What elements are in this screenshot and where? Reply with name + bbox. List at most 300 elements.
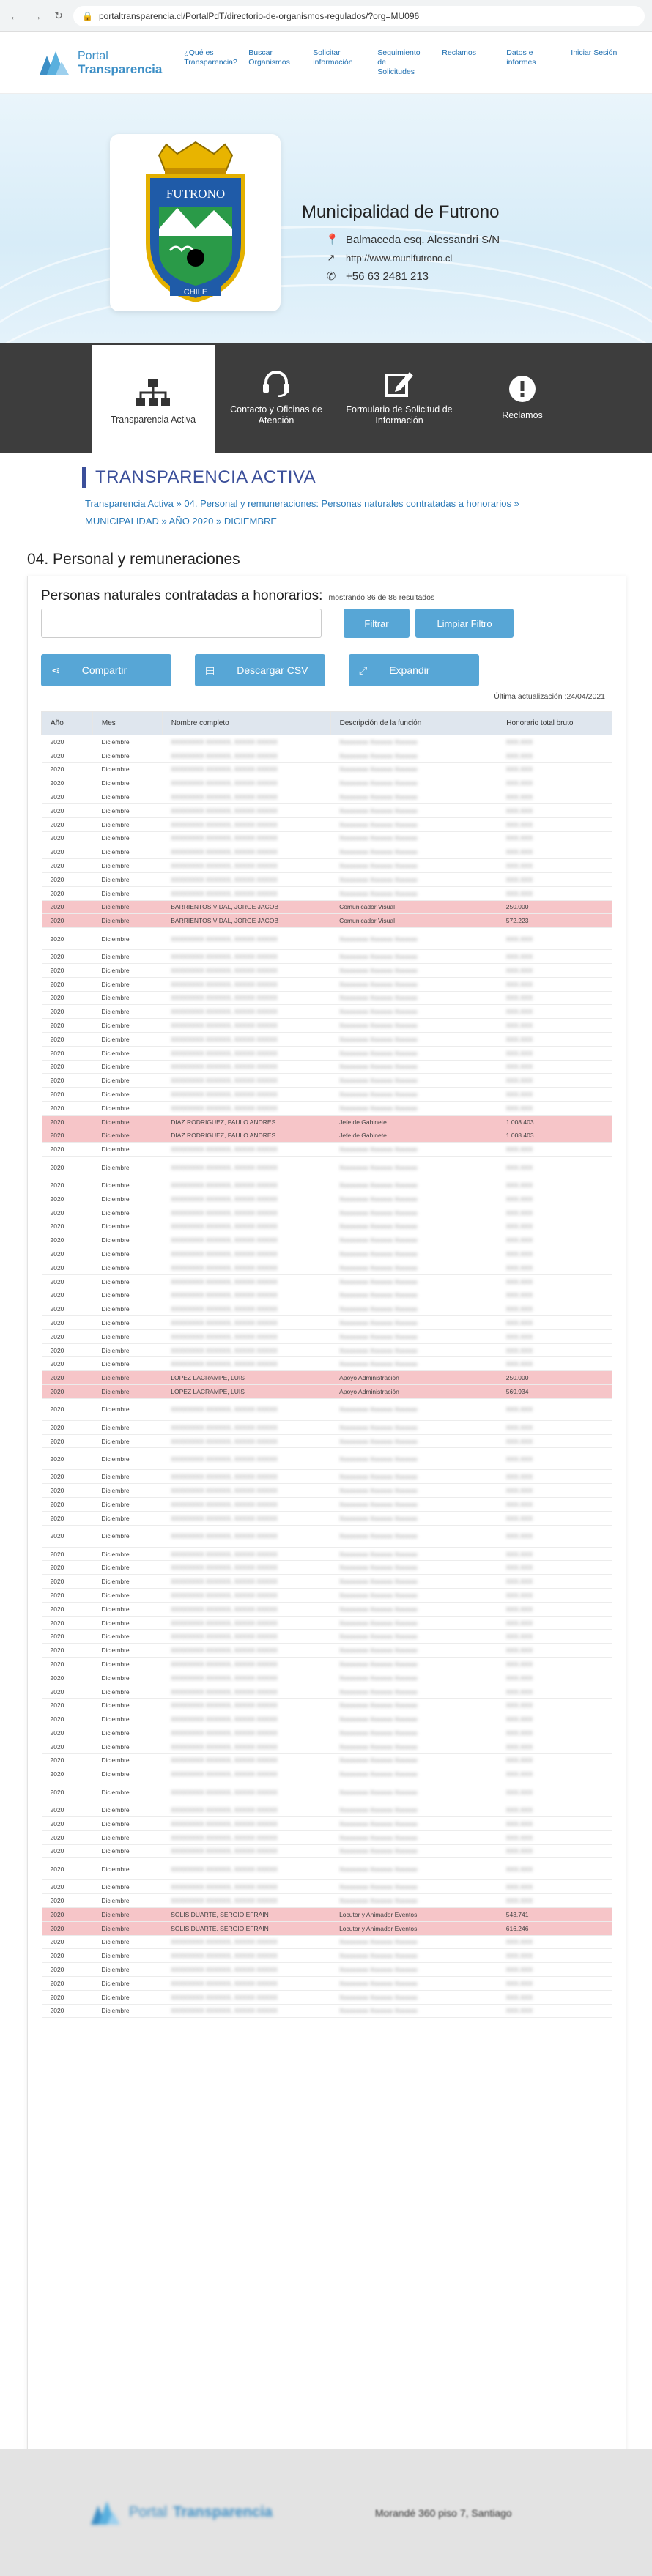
column-header[interactable]: Nombre completo (162, 712, 330, 735)
table-cell: Diciembre (92, 735, 162, 749)
redacted-text: Xxxxxxxxx Xxxxxxx Xxxxxxx (339, 1291, 418, 1299)
redacted-text: XXXXXXXX XXXXXX, XXXXX XXXXX (171, 1091, 278, 1099)
tab-contacto[interactable] (215, 343, 338, 453)
redacted-text: XXX.XXX (505, 1833, 533, 1841)
redacted-text: XXXXXXXX XXXXXX, XXXXX XXXXX (171, 1487, 278, 1495)
nav-link[interactable]: Datos e informes (506, 48, 536, 67)
table-row (42, 1398, 612, 1420)
table-cell: 569.934 (497, 1385, 612, 1399)
table-cell: Diciembre (92, 1753, 162, 1767)
table-cell (330, 1074, 497, 1088)
redacted-text: XXXXXXXX XXXXXX, XXXXX XXXXX (171, 1729, 278, 1737)
table-cell (497, 1844, 612, 1858)
tab-label: Reclamos (502, 409, 543, 420)
redacted-text: Xxxxxxxxx Xxxxxxx Xxxxxxx (339, 1952, 418, 1960)
redacted-text: XXXXXXXX XXXXXX, XXXXX XXXXX (171, 738, 278, 746)
result-count: mostrando 86 de 86 resultados (328, 593, 435, 602)
table-row (42, 1220, 612, 1233)
table-cell: Diciembre (92, 1767, 162, 1781)
table-row (42, 1115, 612, 1129)
table-cell: 2020 (42, 1644, 93, 1658)
location-pin-icon: 📍 (325, 234, 339, 246)
redacted-text: Xxxxxxxxx Xxxxxxx Xxxxxxx (339, 1770, 418, 1778)
table-cell (162, 1157, 330, 1178)
table-row (42, 1385, 612, 1399)
table-cell (330, 1844, 497, 1858)
table-cell: 2020 (42, 1767, 93, 1781)
table-cell: Diciembre (92, 1316, 162, 1330)
table-cell (162, 1644, 330, 1658)
redacted-text: Xxxxxxxxx Xxxxxxx Xxxxxxx (339, 1660, 418, 1668)
table-cell (162, 1357, 330, 1371)
table-cell (162, 2004, 330, 2018)
table-cell (497, 1434, 612, 1448)
table-row (42, 1844, 612, 1858)
crumb-2[interactable]: 04. Personal y remuneraciones: Personas naturales contratadas a honorarios (184, 498, 511, 509)
table-cell (497, 1288, 612, 1302)
table-cell: 2020 (42, 803, 93, 817)
table-cell (162, 1658, 330, 1671)
crumb-5[interactable]: DICIEMBRE (223, 516, 278, 527)
table-cell: 2020 (42, 1192, 93, 1206)
redacted-text: XXX.XXX (505, 1049, 533, 1057)
table-cell (497, 1498, 612, 1512)
redacted-text: Xxxxxxxxx Xxxxxxx Xxxxxxx (339, 1008, 418, 1016)
redacted-text: XXX.XXX (505, 1360, 533, 1368)
table-cell: Diciembre (92, 1302, 162, 1316)
table-cell (497, 963, 612, 977)
table-row (42, 1434, 612, 1448)
table-cell: BARRIENTOS VIDAL, JORGE JACOB (162, 900, 330, 914)
redacted-text: Xxxxxxxxx Xxxxxxx Xxxxxxx (339, 1195, 418, 1203)
redacted-text: Xxxxxxxxx Xxxxxxx Xxxxxxx (339, 1163, 418, 1171)
redacted-text: XXX.XXX (505, 1236, 533, 1244)
nav-link[interactable]: Buscar Organismos (248, 48, 290, 67)
table-cell (162, 790, 330, 804)
table-cell: Diciembre (92, 1894, 162, 1908)
download-csv-button[interactable]: ▤ Descargar CSV (195, 654, 325, 686)
footer-logo[interactable]: Portal Transparencia (88, 2498, 273, 2528)
table-cell: 2020 (42, 1261, 93, 1274)
redacted-text: XXXXXXXX XXXXXX, XXXXX XXXXX (171, 1437, 278, 1445)
redacted-text: Xxxxxxxxx Xxxxxxx Xxxxxxx (339, 1701, 418, 1710)
table-cell: 2020 (42, 1671, 93, 1685)
table-cell: SOLIS DUARTE, SERGIO EFRAIN (162, 1921, 330, 1935)
table-cell (330, 845, 497, 859)
table-row (42, 1602, 612, 1616)
table-cell: 2020 (42, 817, 93, 831)
table-cell: 2020 (42, 1921, 93, 1935)
forward-icon[interactable]: → (32, 10, 42, 22)
table-cell (330, 1498, 497, 1512)
table-cell (162, 886, 330, 900)
table-row (42, 1470, 612, 1484)
table-cell: Diciembre (92, 1329, 162, 1343)
table-cell (497, 776, 612, 790)
table-cell: Diciembre (92, 1288, 162, 1302)
redacted-text: XXX.XXX (505, 834, 533, 842)
table-cell: 2020 (42, 1803, 93, 1817)
redacted-text: XXX.XXX (505, 1500, 533, 1508)
table-cell (330, 1990, 497, 2004)
table-cell (497, 1699, 612, 1712)
redacted-text: XXX.XXX (505, 1209, 533, 1217)
panel-title: Personas naturales contratadas a honorarios: (41, 588, 323, 604)
redacted-text: XXXXXXXX XXXXXX, XXXXX XXXXX (171, 1318, 278, 1326)
table-cell: Diciembre (92, 928, 162, 950)
table-row (42, 1880, 612, 1894)
table-cell: 2020 (42, 1699, 93, 1712)
share-button[interactable]: ⋖ Compartir (41, 654, 171, 686)
table-cell (497, 1830, 612, 1844)
table-cell: 250.000 (497, 900, 612, 914)
table-cell (497, 1019, 612, 1033)
table-row (42, 790, 612, 804)
redacted-text: XXXXXXXX XXXXXX, XXXXX XXXXX (171, 1077, 278, 1085)
redacted-text: Xxxxxxxxx Xxxxxxx Xxxxxxx (339, 1236, 418, 1244)
table-cell: 2020 (42, 886, 93, 900)
table-cell (497, 803, 612, 817)
table-cell: 2020 (42, 1316, 93, 1330)
table-cell (330, 1233, 497, 1247)
redacted-text: XXX.XXX (505, 1091, 533, 1099)
table-row (42, 977, 612, 991)
table-cell: 2020 (42, 1753, 93, 1767)
redacted-text: XXX.XXX (505, 1729, 533, 1737)
redacted-text: XXXXXXXX XXXXXX, XXXXX XXXXX (171, 1770, 278, 1778)
clear-filter-button[interactable]: Limpiar Filtro (415, 609, 514, 638)
table-cell (162, 859, 330, 873)
table-cell: 2020 (42, 1781, 93, 1803)
table-row (42, 762, 612, 776)
last-updated: Última actualización :24/04/2021 (494, 692, 605, 701)
redacted-text: Xxxxxxxxx Xxxxxxx Xxxxxxx (339, 953, 418, 961)
table-cell: 2020 (42, 1143, 93, 1157)
table-cell: Diciembre (92, 1343, 162, 1357)
table-cell (330, 735, 497, 749)
nav-link[interactable]: Iniciar Sesión (571, 48, 618, 57)
redacted-text: XXX.XXX (505, 1104, 533, 1112)
results-table (41, 711, 612, 2018)
table-cell: 2020 (42, 1658, 93, 1671)
table-cell (162, 1143, 330, 1157)
table-cell: Diciembre (92, 1740, 162, 1753)
redacted-text: Xxxxxxxxx Xxxxxxx Xxxxxxx (339, 1647, 418, 1655)
redacted-text: Xxxxxxxxx Xxxxxxx Xxxxxxx (339, 1360, 418, 1368)
table-cell: 2020 (42, 1343, 93, 1357)
redacted-text: Xxxxxxxxx Xxxxxxx Xxxxxxx (339, 1332, 418, 1340)
table-cell (162, 1060, 330, 1074)
table-row (42, 1448, 612, 1470)
table-cell (330, 991, 497, 1005)
redacted-text: XXXXXXXX XXXXXX, XXXXX XXXXX (171, 848, 278, 856)
table-cell (162, 1088, 330, 1102)
table-cell: Diciembre (92, 762, 162, 776)
table-cell: 2020 (42, 1129, 93, 1143)
table-cell (497, 1074, 612, 1088)
redacted-text: XXX.XXX (505, 1619, 533, 1627)
reload-icon[interactable]: ↻ (54, 10, 63, 21)
table-cell (330, 1220, 497, 1233)
address-bar[interactable] (73, 6, 645, 26)
table-cell: Diciembre (92, 1575, 162, 1589)
redacted-text: Xxxxxxxxx Xxxxxxx Xxxxxxx (339, 1473, 418, 1481)
back-icon[interactable]: ← (10, 10, 20, 22)
crumb-3[interactable]: MUNICIPALIDAD (85, 516, 159, 527)
redacted-text: Xxxxxxxxx Xxxxxxx Xxxxxxx (339, 1938, 418, 1946)
filter-input[interactable] (41, 609, 322, 638)
table-cell: Diciembre (92, 1963, 162, 1977)
table-row (42, 1561, 612, 1575)
table-cell (162, 1602, 330, 1616)
table-cell: Diciembre (92, 1921, 162, 1935)
table-cell: Diciembre (92, 872, 162, 886)
column-header[interactable]: Mes (92, 712, 162, 735)
table-cell: 2020 (42, 1046, 93, 1060)
tab-label: Formulario de Solicitud de Información (346, 404, 453, 426)
table-cell: 2020 (42, 1420, 93, 1434)
table-cell: 2020 (42, 1963, 93, 1977)
table-cell (330, 1589, 497, 1603)
table-row (42, 1976, 612, 1990)
table-row (42, 845, 612, 859)
table-cell: 2020 (42, 977, 93, 991)
table-cell (330, 1781, 497, 1803)
redacted-text: XXX.XXX (505, 806, 533, 814)
table-cell (330, 1949, 497, 1963)
redacted-text: Xxxxxxxxx Xxxxxxx Xxxxxxx (339, 889, 418, 897)
table-row (42, 831, 612, 845)
table-cell: 2020 (42, 1032, 93, 1046)
table-cell (162, 1803, 330, 1817)
table-cell (330, 1434, 497, 1448)
table-cell (330, 1274, 497, 1288)
redacted-text: XXX.XXX (505, 1952, 533, 1960)
table-cell: BARRIENTOS VIDAL, JORGE JACOB (162, 914, 330, 928)
table-cell (497, 1192, 612, 1206)
redacted-text: XXXXXXXX XXXXXX, XXXXX XXXXX (171, 953, 278, 961)
table-row (42, 1949, 612, 1963)
table-cell (497, 762, 612, 776)
table-row (42, 1781, 612, 1803)
redacted-text: XXXXXXXX XXXXXX, XXXXX XXXXX (171, 1406, 278, 1414)
table-cell (330, 1858, 497, 1880)
table-cell: Diciembre (92, 1658, 162, 1671)
table-cell (162, 1288, 330, 1302)
table-cell (330, 1767, 497, 1781)
table-cell: Diciembre (92, 859, 162, 873)
nav-link[interactable]: Reclamos (442, 48, 476, 57)
table-row (42, 1616, 612, 1630)
redacted-text: XXX.XXX (505, 1437, 533, 1445)
redacted-text: XXXXXXXX XXXXXX, XXXXX XXXXX (171, 1455, 278, 1463)
table-cell (330, 1963, 497, 1977)
table-cell: 2020 (42, 1060, 93, 1074)
redacted-text: XXXXXXXX XXXXXX, XXXXX XXXXX (171, 1647, 278, 1655)
table-cell (497, 1753, 612, 1767)
nav-link[interactable]: ¿Qué es Transparencia? (184, 48, 237, 67)
table-cell: 2020 (42, 1484, 93, 1498)
redacted-text: Xxxxxxxxx Xxxxxxx Xxxxxxx (339, 1806, 418, 1814)
column-header[interactable]: Honorario total bruto (497, 712, 612, 735)
table-cell (497, 1247, 612, 1261)
redacted-text: XXX.XXX (505, 751, 533, 760)
tab-formulario[interactable] (338, 343, 461, 453)
redacted-text: XXXXXXXX XXXXXX, XXXXX XXXXX (171, 1742, 278, 1751)
table-cell: Diciembre (92, 1699, 162, 1712)
redacted-text: Xxxxxxxxx Xxxxxxx Xxxxxxx (339, 862, 418, 870)
site-logo[interactable] (37, 48, 162, 78)
table-cell (497, 1816, 612, 1830)
table-row (42, 1830, 612, 1844)
table-cell (330, 749, 497, 762)
institution-banner (0, 94, 652, 343)
redacted-text: Xxxxxxxxx Xxxxxxx Xxxxxxx (339, 1437, 418, 1445)
table-cell: 2020 (42, 1740, 93, 1753)
column-header[interactable]: Descripción de la función (330, 712, 497, 735)
logo-mark-icon (88, 2498, 123, 2528)
table-cell: 2020 (42, 1816, 93, 1830)
redacted-text: XXX.XXX (505, 1688, 533, 1696)
expand-button[interactable]: ⤢ Expandir (349, 654, 479, 686)
redacted-text: Xxxxxxxxx Xxxxxxx Xxxxxxx (339, 1250, 418, 1258)
redacted-text: Xxxxxxxxx Xxxxxxx Xxxxxxx (339, 966, 418, 974)
table-cell: 2020 (42, 872, 93, 886)
redacted-text: Xxxxxxxxx Xxxxxxx Xxxxxxx (339, 1966, 418, 1974)
table-cell (162, 1233, 330, 1247)
table-cell (330, 950, 497, 964)
table-row (42, 803, 612, 817)
table-cell: 2020 (42, 1247, 93, 1261)
column-header[interactable]: Año (42, 712, 93, 735)
redacted-text: XXX.XXX (505, 1788, 533, 1796)
redacted-text: XXXXXXXX XXXXXX, XXXXX XXXXX (171, 2007, 278, 2015)
table-cell (162, 1753, 330, 1767)
table-cell (497, 1740, 612, 1753)
redacted-text: XXXXXXXX XXXXXX, XXXXX XXXXX (171, 1209, 278, 1217)
table-cell (162, 1470, 330, 1484)
table-cell: 2020 (42, 950, 93, 964)
browser-toolbar (0, 0, 652, 32)
table-cell (497, 1685, 612, 1699)
table-cell (162, 1858, 330, 1880)
table-cell: Diciembre (92, 1858, 162, 1880)
table-cell (497, 1088, 612, 1102)
table-cell: 2020 (42, 1525, 93, 1547)
crumb-1[interactable]: Transparencia Activa (85, 498, 174, 509)
redacted-text: Xxxxxxxxx Xxxxxxx Xxxxxxx (339, 1063, 418, 1071)
table-cell (497, 1990, 612, 2004)
table-cell (497, 1206, 612, 1220)
redacted-text: Xxxxxxxxx Xxxxxxx Xxxxxxx (339, 1633, 418, 1641)
table-row (42, 1921, 612, 1935)
table-cell (497, 1032, 612, 1046)
redacted-text: XXXXXXXX XXXXXX, XXXXX XXXXX (171, 1332, 278, 1340)
tab-reclamos[interactable] (461, 343, 584, 453)
table-cell (497, 1547, 612, 1561)
crumb-4[interactable]: AÑO 2020 (168, 516, 214, 527)
tab-label: Contacto y Oficinas de Atención (230, 404, 322, 426)
table-cell (497, 1935, 612, 1949)
table-cell (497, 1803, 612, 1817)
table-cell: 2020 (42, 790, 93, 804)
table-cell: Diciembre (92, 1726, 162, 1740)
table-cell (497, 950, 612, 964)
table-cell (497, 1630, 612, 1644)
table-cell: Diciembre (92, 1157, 162, 1178)
table-cell: Diciembre (92, 1220, 162, 1233)
table-cell (497, 1302, 612, 1316)
table-cell: Diciembre (92, 749, 162, 762)
document-icon: ▤ (205, 664, 215, 676)
table-cell: 2020 (42, 1858, 93, 1880)
redacted-text: XXXXXXXX XXXXXX, XXXXX XXXXX (171, 1591, 278, 1599)
redacted-text: Xxxxxxxxx Xxxxxxx Xxxxxxx (339, 1091, 418, 1099)
table-cell: Diciembre (92, 845, 162, 859)
redacted-text: XXX.XXX (505, 1222, 533, 1231)
table-cell (497, 991, 612, 1005)
redacted-text: Xxxxxxxxx Xxxxxxx Xxxxxxx (339, 1423, 418, 1431)
table-cell (330, 1816, 497, 1830)
redacted-text: XXX.XXX (505, 1865, 533, 1873)
table-cell (330, 872, 497, 886)
table-cell (162, 1220, 330, 1233)
nav-link[interactable]: Seguimiento de Solicitudes (377, 48, 421, 76)
table-cell: 2020 (42, 1233, 93, 1247)
redacted-text: XXXXXXXX XXXXXX, XXXXX XXXXX (171, 1938, 278, 1946)
redacted-text: XXXXXXXX XXXXXX, XXXXX XXXXX (171, 1532, 278, 1540)
table-cell (162, 1498, 330, 1512)
table-cell (330, 1753, 497, 1767)
table-cell: Diciembre (92, 1589, 162, 1603)
logo-line1: Portal (78, 49, 108, 62)
table-cell (330, 803, 497, 817)
redacted-text: XXX.XXX (505, 1318, 533, 1326)
redacted-text: XXXXXXXX XXXXXX, XXXXX XXXXX (171, 1195, 278, 1203)
table-cell: Jefe de Gabinete (330, 1129, 497, 1143)
table-cell (162, 735, 330, 749)
institution-website[interactable]: http://www.munifutrono.cl (346, 252, 453, 264)
tab-transparencia-activa[interactable] (92, 343, 215, 460)
redacted-text: Xxxxxxxxx Xxxxxxx Xxxxxxx (339, 1077, 418, 1085)
table-cell (330, 1302, 497, 1316)
table-row (42, 1261, 612, 1274)
table-cell (162, 1484, 330, 1498)
table-cell: 2020 (42, 1935, 93, 1949)
table-cell (162, 1740, 330, 1753)
table-cell (497, 872, 612, 886)
table-cell (497, 1060, 612, 1074)
table-row (42, 1511, 612, 1525)
redacted-text: XXX.XXX (505, 1806, 533, 1814)
redacted-text: Xxxxxxxxx Xxxxxxx Xxxxxxx (339, 980, 418, 988)
table-cell (330, 1088, 497, 1102)
table-row (42, 1329, 612, 1343)
redacted-text: XXXXXXXX XXXXXX, XXXXX XXXXX (171, 1688, 278, 1696)
redacted-text: XXXXXXXX XXXXXX, XXXXX XXXXX (171, 1619, 278, 1627)
table-row (42, 1005, 612, 1019)
redacted-text: XXX.XXX (505, 1605, 533, 1613)
site-header (0, 32, 652, 94)
filter-button[interactable]: Filtrar (344, 609, 410, 638)
table-cell: 2020 (42, 2004, 93, 2018)
table-cell (162, 1074, 330, 1088)
redacted-text: XXXXXXXX XXXXXX, XXXXX XXXXX (171, 765, 278, 773)
table-cell (330, 1247, 497, 1261)
redacted-text: XXXXXXXX XXXXXX, XXXXX XXXXX (171, 1500, 278, 1508)
nav-link[interactable]: Solicitar información (313, 48, 353, 67)
table-cell: 1.008.403 (497, 1115, 612, 1129)
